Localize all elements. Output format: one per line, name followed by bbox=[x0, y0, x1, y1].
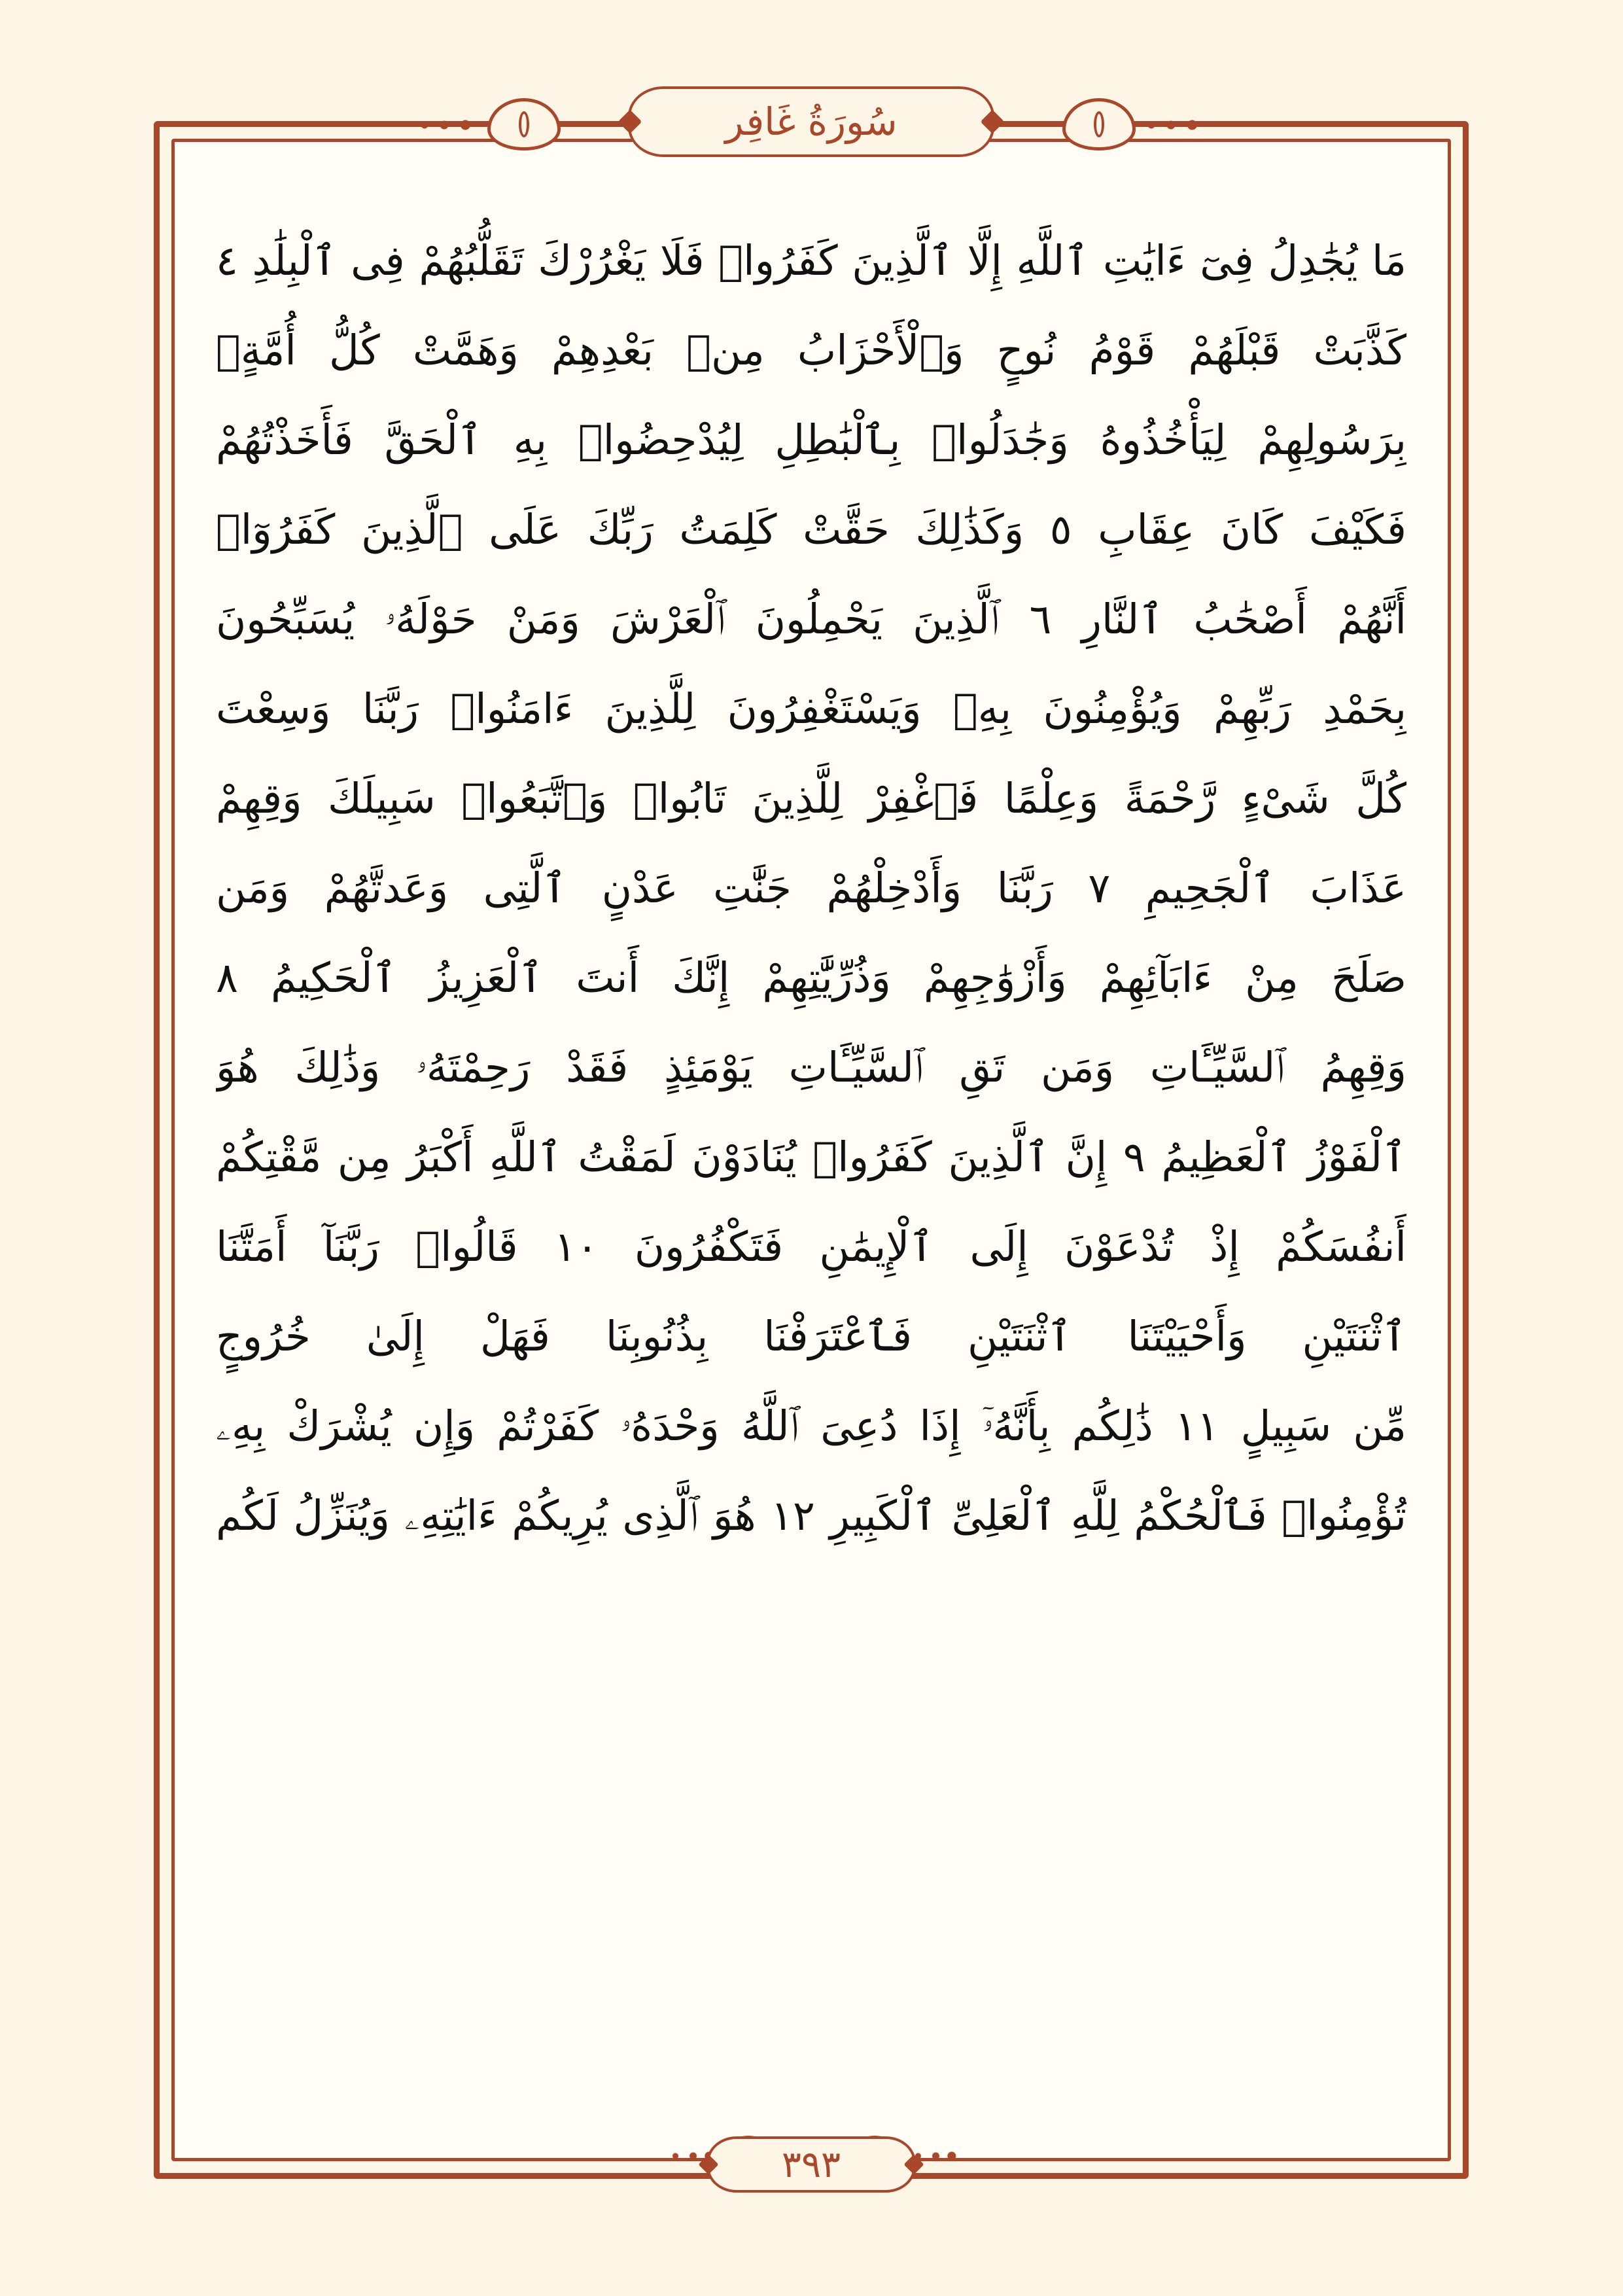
surah-title-cartouche bbox=[628, 86, 994, 157]
ayah-line-8: عَذَابَ ٱلْجَحِيمِ ٧ رَبَّنَا وَأَدْخِلْهُمْ جَنَّٰتِ عَدْنٍ ٱلَّتِى وَعَدتَّهُمْ وَمَن bbox=[216, 864, 1406, 912]
surah-header-band bbox=[517, 77, 1106, 166]
quran-text-body bbox=[216, 216, 1406, 2094]
ayah-line-5: أَنَّهُمْ أَصْحَٰبُ ٱلنَّارِ ٦ ٱلَّذِينَ يَحْمِلُونَ ٱلْعَرْشَ وَمَنْ حَوْلَهُۥ يُسَبِّحُونَ bbox=[216, 595, 1406, 643]
ayah-line-13: ٱثْنَتَيْنِ وَأَحْيَيْتَنَا ٱثْنَتَيْنِ فَٱعْتَرَفْنَا بِذُنُوبِنَا فَهَلْ إِلَىٰ خُرُوجٍ bbox=[216, 1313, 1406, 1360]
ayah-line-14: مِّن سَبِيلٍ ١١ ذَٰلِكُم بِأَنَّهُۥٓ إِذَا دُعِىَ ٱللَّهُ وَحْدَهُۥ كَفَرْتُمْ وَإِن يُشْرَكْ بِهِۦ bbox=[216, 1402, 1406, 1450]
ayah-line-12: أَنفُسَكُمْ إِذْ تُدْعَوْنَ إِلَى ٱلْإِيمَٰنِ فَتَكْفُرُونَ ١٠ قَالُوا۟ رَبَّنَآ أَمَتَّنَا bbox=[216, 1223, 1406, 1271]
ayah-line-2: كَذَّبَتْ قَبْلَهُمْ قَوْمُ نُوحٍ وَٱلْأَحْزَابُ مِنۢ بَعْدِهِمْ وَهَمَّتْ كُلُّ أُمَّةٍۭ bbox=[216, 327, 1406, 374]
page-number: ٣٩٣ bbox=[781, 2143, 841, 2186]
ayah-line-11: ٱلْفَوْزُ ٱلْعَظِيمُ ٩ إِنَّ ٱلَّذِينَ كَفَرُوا۟ يُنَادَوْنَ لَمَقْتُ ٱللَّهِ أَكْبَرُ مِن مَّقْتِكُمْ bbox=[216, 1133, 1406, 1181]
ayah-line-9: صَلَحَ مِنْ ءَابَآئِهِمْ وَأَزْوَٰجِهِمْ وَذُرِّيَّٰتِهِمْ إِنَّكَ أَنتَ ٱلْعَزِيزُ ٱلْحَكِيمُ ٨ bbox=[216, 954, 1406, 1002]
surah-title: سُورَةُ غَافِر bbox=[725, 99, 898, 144]
ayah-line-10: وَقِهِمُ ٱلسَّيِّـَٔاتِ وَمَن تَقِ ٱلسَّيِّـَٔاتِ يَوْمَئِذٍ فَقَدْ رَحِمْتَهُۥ وَذَٰلِكَ هُوَ bbox=[216, 1044, 1406, 1091]
header-ornament-left bbox=[409, 116, 487, 133]
ayah-line-4: فَكَيْفَ كَانَ عِقَابِ ٥ وَكَذَٰلِكَ حَقَّتْ كَلِمَتُ رَبِّكَ عَلَى ٱلَّذِينَ كَفَرُوٓا۟ bbox=[216, 506, 1406, 554]
ayah-line-1: مَا يُجَٰدِلُ فِىٓ ءَايَٰتِ ٱللَّهِ إِلَّا ٱلَّذِينَ كَفَرُوا۟ فَلَا يَغْرُرْكَ تَقَلُّبُهُمْ فِى ٱلْبِلَٰدِ ٤ bbox=[216, 237, 1406, 285]
ayah-line-15: تُؤْمِنُوا۟ فَٱلْحُكْمُ لِلَّهِ ٱلْعَلِىِّ ٱلْكَبِيرِ ١٢ هُوَ ٱلَّذِى يُرِيكُمْ ءَايَٰتِهِۦ وَيُنَزِّلُ لَكُم bbox=[216, 1492, 1406, 1540]
ayah-line-3: بِرَسُولِهِمْ لِيَأْخُذُوهُ وَجَٰدَلُوا۟ بِٱلْبَٰطِلِ لِيُدْحِضُوا۟ بِهِ ٱلْحَقَّ فَأَخَذْتُهُمْ bbox=[216, 416, 1406, 464]
header-ornament-right bbox=[1136, 116, 1214, 133]
page-number-cartouche bbox=[707, 2136, 916, 2193]
footer-band bbox=[589, 2125, 1034, 2204]
ayah-line-7: كُلَّ شَىْءٍ رَّحْمَةً وَعِلْمًا فَٱغْفِرْ لِلَّذِينَ تَابُوا۟ وَٱتَّبَعُوا۟ سَبِيلَكَ وَقِهِمْ bbox=[216, 775, 1406, 822]
ayah-line-6: بِحَمْدِ رَبِّهِمْ وَيُؤْمِنُونَ بِهِۦ وَيَسْتَغْفِرُونَ لِلَّذِينَ ءَامَنُوا۟ رَبَّنَا وَسِعْتَ bbox=[216, 685, 1406, 733]
